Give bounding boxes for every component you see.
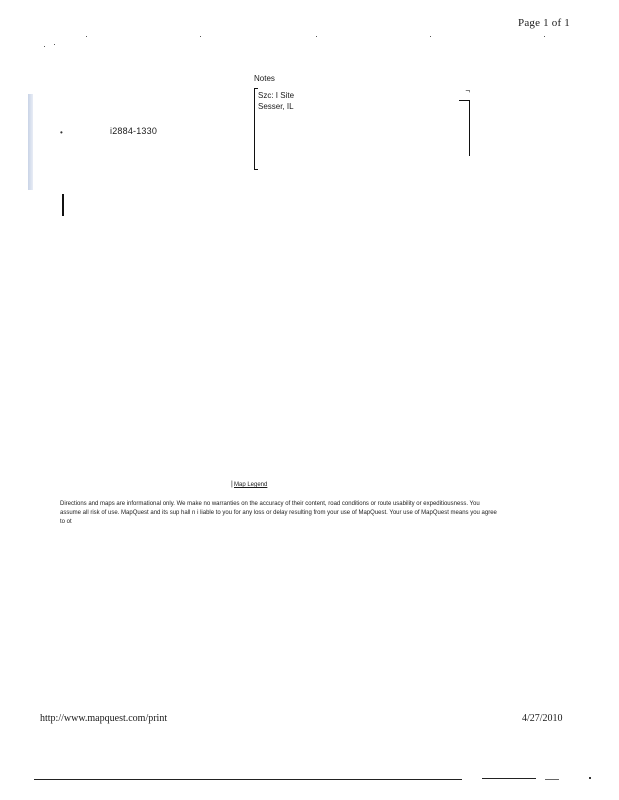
scan-speck	[544, 36, 545, 37]
notes-corner-mark: ¬	[465, 86, 470, 95]
map-legend-separator: |	[231, 481, 233, 488]
footer-url: http://www.mapquest.com/print	[40, 713, 168, 724]
scan-speck	[430, 36, 431, 37]
bottom-rule	[34, 779, 462, 780]
scan-edge-shadow	[28, 94, 33, 190]
phone-number: i2884-1330	[110, 126, 158, 136]
notes-line-city: Sesser, IL	[258, 102, 294, 111]
notes-box-left-border	[254, 88, 258, 170]
notes-label: Notes	[254, 74, 275, 83]
scan-speck	[200, 36, 201, 37]
scan-speck	[44, 46, 45, 47]
page-number: Page 1 of 1	[518, 17, 570, 29]
map-legend-link[interactable]: Map Legend	[234, 482, 268, 488]
phone-bullet: •	[60, 128, 63, 137]
footer-date: 4/27/2010	[522, 713, 563, 724]
scan-speck	[316, 36, 317, 37]
notes-line-location: Szc: I Site	[258, 91, 295, 100]
disclaimer-text: Directions and maps are informational only. We make no warranties on the accuracy of their content, road conditions or route usability or expeditiousness. You assume all risk of use. MapQuest and its sup hall n i liable to you for any loss or delay resulting from your use of MapQuest. Your use of MapQuest means you agree to ot	[60, 501, 497, 525]
bottom-rule	[482, 778, 536, 779]
scan-speck	[54, 44, 55, 45]
scan-speck	[589, 777, 591, 779]
notes-box[interactable]	[254, 88, 470, 168]
notes-box-right-border	[459, 100, 470, 156]
scan-speck	[86, 36, 87, 37]
scan-specks	[44, 36, 564, 48]
vertical-mark	[62, 194, 64, 216]
bottom-rule	[545, 779, 559, 780]
